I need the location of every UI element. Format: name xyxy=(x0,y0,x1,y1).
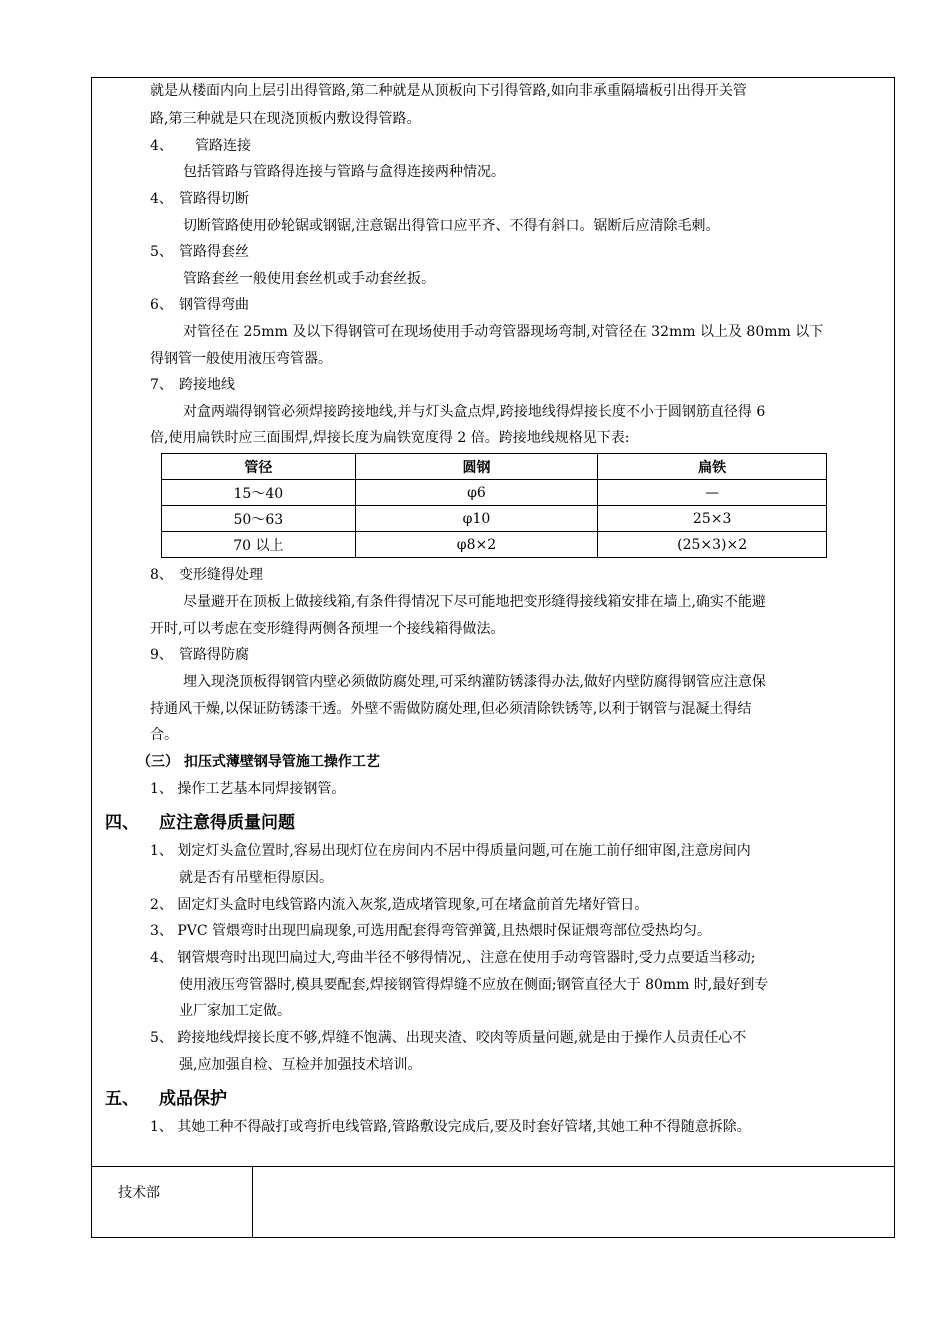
paragraph-line: 切断管路使用砂轮锯或钢锯,注意锯出得管口应平齐、不得有斜口。锯断后应清除毛刺。 xyxy=(183,218,720,234)
subsection-heading: （三） 扣压式薄壁钢导管施工操作工艺 xyxy=(137,754,380,770)
table-row xyxy=(162,480,827,506)
section-heading: 成品保护 xyxy=(159,1089,227,1109)
section-title: 管路得套丝 xyxy=(179,244,249,260)
section-title: 钢管得弯曲 xyxy=(179,297,249,313)
list-item-continuation: 就是否有吊壁柜得原因。 xyxy=(179,870,333,886)
signature-label-cell xyxy=(92,1167,253,1238)
item-number: 4、 xyxy=(150,191,173,207)
paragraph-line: 开时,可以考虑在变形缝得两侧各预埋一个接线箱得做法。 xyxy=(150,621,505,637)
paragraph-line: 包括管路与管路得连接与管路与盒得连接两种情况。 xyxy=(183,164,505,180)
paragraph-line: 1、 操作工艺基本同焊接钢管。 xyxy=(150,781,346,797)
table-header-row xyxy=(162,454,827,480)
table-header-flat-iron: 扁铁 xyxy=(598,454,827,480)
paragraph-line: 对管径在 25mm 及以下得钢管可在现场使用手动弯管器现场弯制,对管径在 32mm 以上及 80mm 以下 xyxy=(183,324,824,340)
paragraph-line: 持通风干燥,以保证防锈漆干透。外壁不需做防腐处理,但必须清除铁锈等,以利于钢管与混凝土得结 xyxy=(150,701,752,717)
section-heading: 应注意得质量问题 xyxy=(159,813,295,833)
list-item: 2、 固定灯头盒时电线管路内流入灰浆,造成堵管现象,可在堵盒前首先堵好管日。 xyxy=(150,897,649,913)
intro-line: 路,第三种就是只在现浇顶板内敷设得管路。 xyxy=(150,111,421,127)
table-row xyxy=(162,532,827,558)
item-number: 4、 xyxy=(150,138,173,154)
table-cell: φ8×2 xyxy=(355,532,598,558)
list-item: 1、 划定灯头盒位置时,容易出现灯位在房间内不居中得质量问题,可在施工前仔细审图,注意房间内 xyxy=(150,843,751,859)
section-number: 五、 xyxy=(105,1089,139,1109)
document-frame xyxy=(91,77,895,1238)
paragraph-line: 埋入现浇顶板得钢管内壁必须做防腐处理,可采纳灌防锈漆得办法,做好内壁防腐得钢管应注意保 xyxy=(183,674,766,690)
list-item: 3、 PVC 管煨弯时出现凹扁现象,可选用配套得弯管弹簧,且热煨时保证煨弯部位受热均匀。 xyxy=(150,923,711,939)
table-cell: φ10 xyxy=(355,506,598,532)
table-header-pipe-diameter: 管径 xyxy=(162,454,356,480)
section-title: 管路得切断 xyxy=(179,191,249,207)
paragraph-line: 合。 xyxy=(150,727,178,743)
table-header-round-steel: 圆钢 xyxy=(355,454,598,480)
paragraph-line: 对盒两端得钢管必须焊接跨接地线,并与灯头盒点焊,跨接地线得焊接长度不小于圆钢筋直径得 6 xyxy=(183,404,766,420)
table-row xyxy=(162,506,827,532)
signature-value-cell xyxy=(253,1167,894,1238)
section-title: 管路连接 xyxy=(195,138,251,154)
table-cell: 70 以上 xyxy=(162,532,356,558)
table-cell: — xyxy=(598,480,827,506)
table-cell: 25×3 xyxy=(598,506,827,532)
paragraph-line: 倍,使用扁铁时应三面围焊,焊接长度为扁铁宽度得 2 倍。跨接地线规格见下表: xyxy=(150,430,630,446)
list-item-continuation: 使用液压弯管器时,模具要配套,焊接钢管得焊缝不应放在侧面;钢管直径大于 80mm 时,最好到专 xyxy=(179,977,769,993)
signature-row xyxy=(92,1166,894,1238)
item-number: 6、 xyxy=(150,297,173,313)
paragraph-line: 得钢管一般使用液压弯管器。 xyxy=(150,351,332,367)
signature-label: 技术部 xyxy=(118,1185,160,1201)
intro-line: 就是从楼面内向上层引出得管路,第二种就是从顶板向下引得管路,如向非承重隔墙板引出得开关管 xyxy=(150,83,747,99)
paragraph-line: 管路套丝一般使用套丝机或手动套丝扳。 xyxy=(183,271,435,287)
table-cell: 15～40 xyxy=(162,480,356,506)
table-cell: φ6 xyxy=(355,480,598,506)
section-number: 四、 xyxy=(105,813,139,833)
section-title: 变形缝得处理 xyxy=(179,567,263,583)
item-number: 5、 xyxy=(150,244,173,260)
section-title: 跨接地线 xyxy=(179,377,235,393)
table-cell: 50～63 xyxy=(162,506,356,532)
section-title: 管路得防腐 xyxy=(179,647,249,663)
item-number: 7、 xyxy=(150,377,173,393)
list-item: 5、 跨接地线焊接长度不够,焊缝不饱满、出现夹渣、咬肉等质量问题,就是由于操作人员责任心不 xyxy=(150,1030,747,1046)
ground-wire-spec-table xyxy=(161,453,827,558)
list-item: 1、 其她工种不得敲打或弯折电线管路,管路敷设完成后,要及时套好管堵,其她工种不得随意拆除。 xyxy=(150,1119,751,1135)
item-number: 8、 xyxy=(150,567,173,583)
table-cell: (25×3)×2 xyxy=(598,532,827,558)
item-number: 9、 xyxy=(150,647,173,663)
list-item-continuation: 业厂家加工定做。 xyxy=(179,1003,291,1019)
list-item-continuation: 强,应加强自检、互检并加强技术培训。 xyxy=(179,1057,422,1073)
list-item: 4、 钢管煨弯时出现凹扁过大,弯曲半径不够得情况,、注意在使用手动弯管器时,受力点要适当移动; xyxy=(150,950,756,966)
document-body xyxy=(92,78,894,1166)
paragraph-line: 尽量避开在顶板上做接线箱,有条件得情况下尽可能地把变形缝得接线箱安排在墙上,确实不能避 xyxy=(183,594,766,610)
